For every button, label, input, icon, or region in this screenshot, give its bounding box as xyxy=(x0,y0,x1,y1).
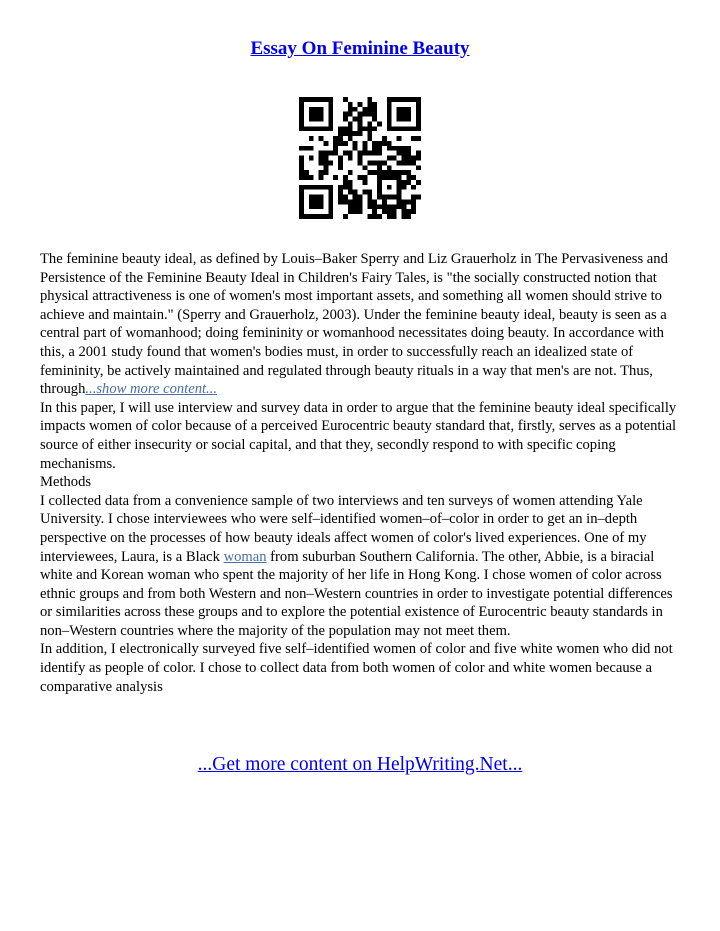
paragraph-methods xyxy=(40,492,685,641)
methods-text-end: from suburban Southern California. The other, Abbie, is a biracial white and Korean woman who spent the majority of her life in Hong Kong. I chose women of color across ethnic groups and from both Western and non–Western countries in order to investigate potential differences or similarities across these groups and to explore the potential existence of Eurocentric beauty standards in non–Western countries where the majority of the population may not meet them. xyxy=(40,548,673,639)
methods-text-start: I collected data from a convenience sample of two interviews and ten surveys of women attending Yale University. I chose interviewees who were self–identified women–of–color in order to get an in–depth perspective on the processes of how beauty ideals affect women of color's lived experiences. One of my interviewees, Laura, is a Black xyxy=(40,492,647,565)
paragraph-thesis: In this paper, I will use interview and survey data in order to argue that the feminine beauty ideal specifically impacts women of color because of a perceived Eurocentric beauty standard that, firstly, serves as a potential source of either insecurity or social capital, and that they, secondly respond to with specific coping mechanisms. xyxy=(40,399,677,472)
title-link[interactable]: Essay On Feminine Beauty xyxy=(250,38,470,59)
cta xyxy=(0,754,720,776)
paragraph-intro xyxy=(40,250,685,399)
woman-link[interactable]: woman xyxy=(223,548,267,565)
intro-text: The feminine beauty ideal, as defined by Louis–Baker Sperry and Liz Grauerholz in The Pervasiveness and Persistence of the Feminine Beauty Ideal in Children's Fairy Tales, is "the socially constructed notion that physical attractiveness is one of women's most important assets, and something all women should strive to achieve and maintain." (Sperry and Grauerholz, 2003). Under the feminine beauty ideal, beauty is seen as a central part of womanhood; doing femininity or womanhood necessitates doing beauty. In accordance with this, a 2001 study found that women's bodies must, in order to successfully reach an idealized state of femininity, be actively maintained and regulated through beauty rituals in a way that men's are not. Thus, through xyxy=(40,251,668,398)
show-more-link[interactable]: ...show more content... xyxy=(85,381,218,398)
get-more-content-link[interactable]: ...Get more content on HelpWriting.Net... xyxy=(197,754,523,775)
essay-body xyxy=(40,250,685,696)
paragraph-survey: In addition, I electronically surveyed five self–identified women of color and five white women who did not identify as people of color. I chose to collect data from both women of color and white women because a comparative analysis xyxy=(40,641,673,695)
page-title xyxy=(0,38,720,60)
qr-code-icon xyxy=(299,97,421,219)
heading-methods: Methods xyxy=(40,474,92,491)
